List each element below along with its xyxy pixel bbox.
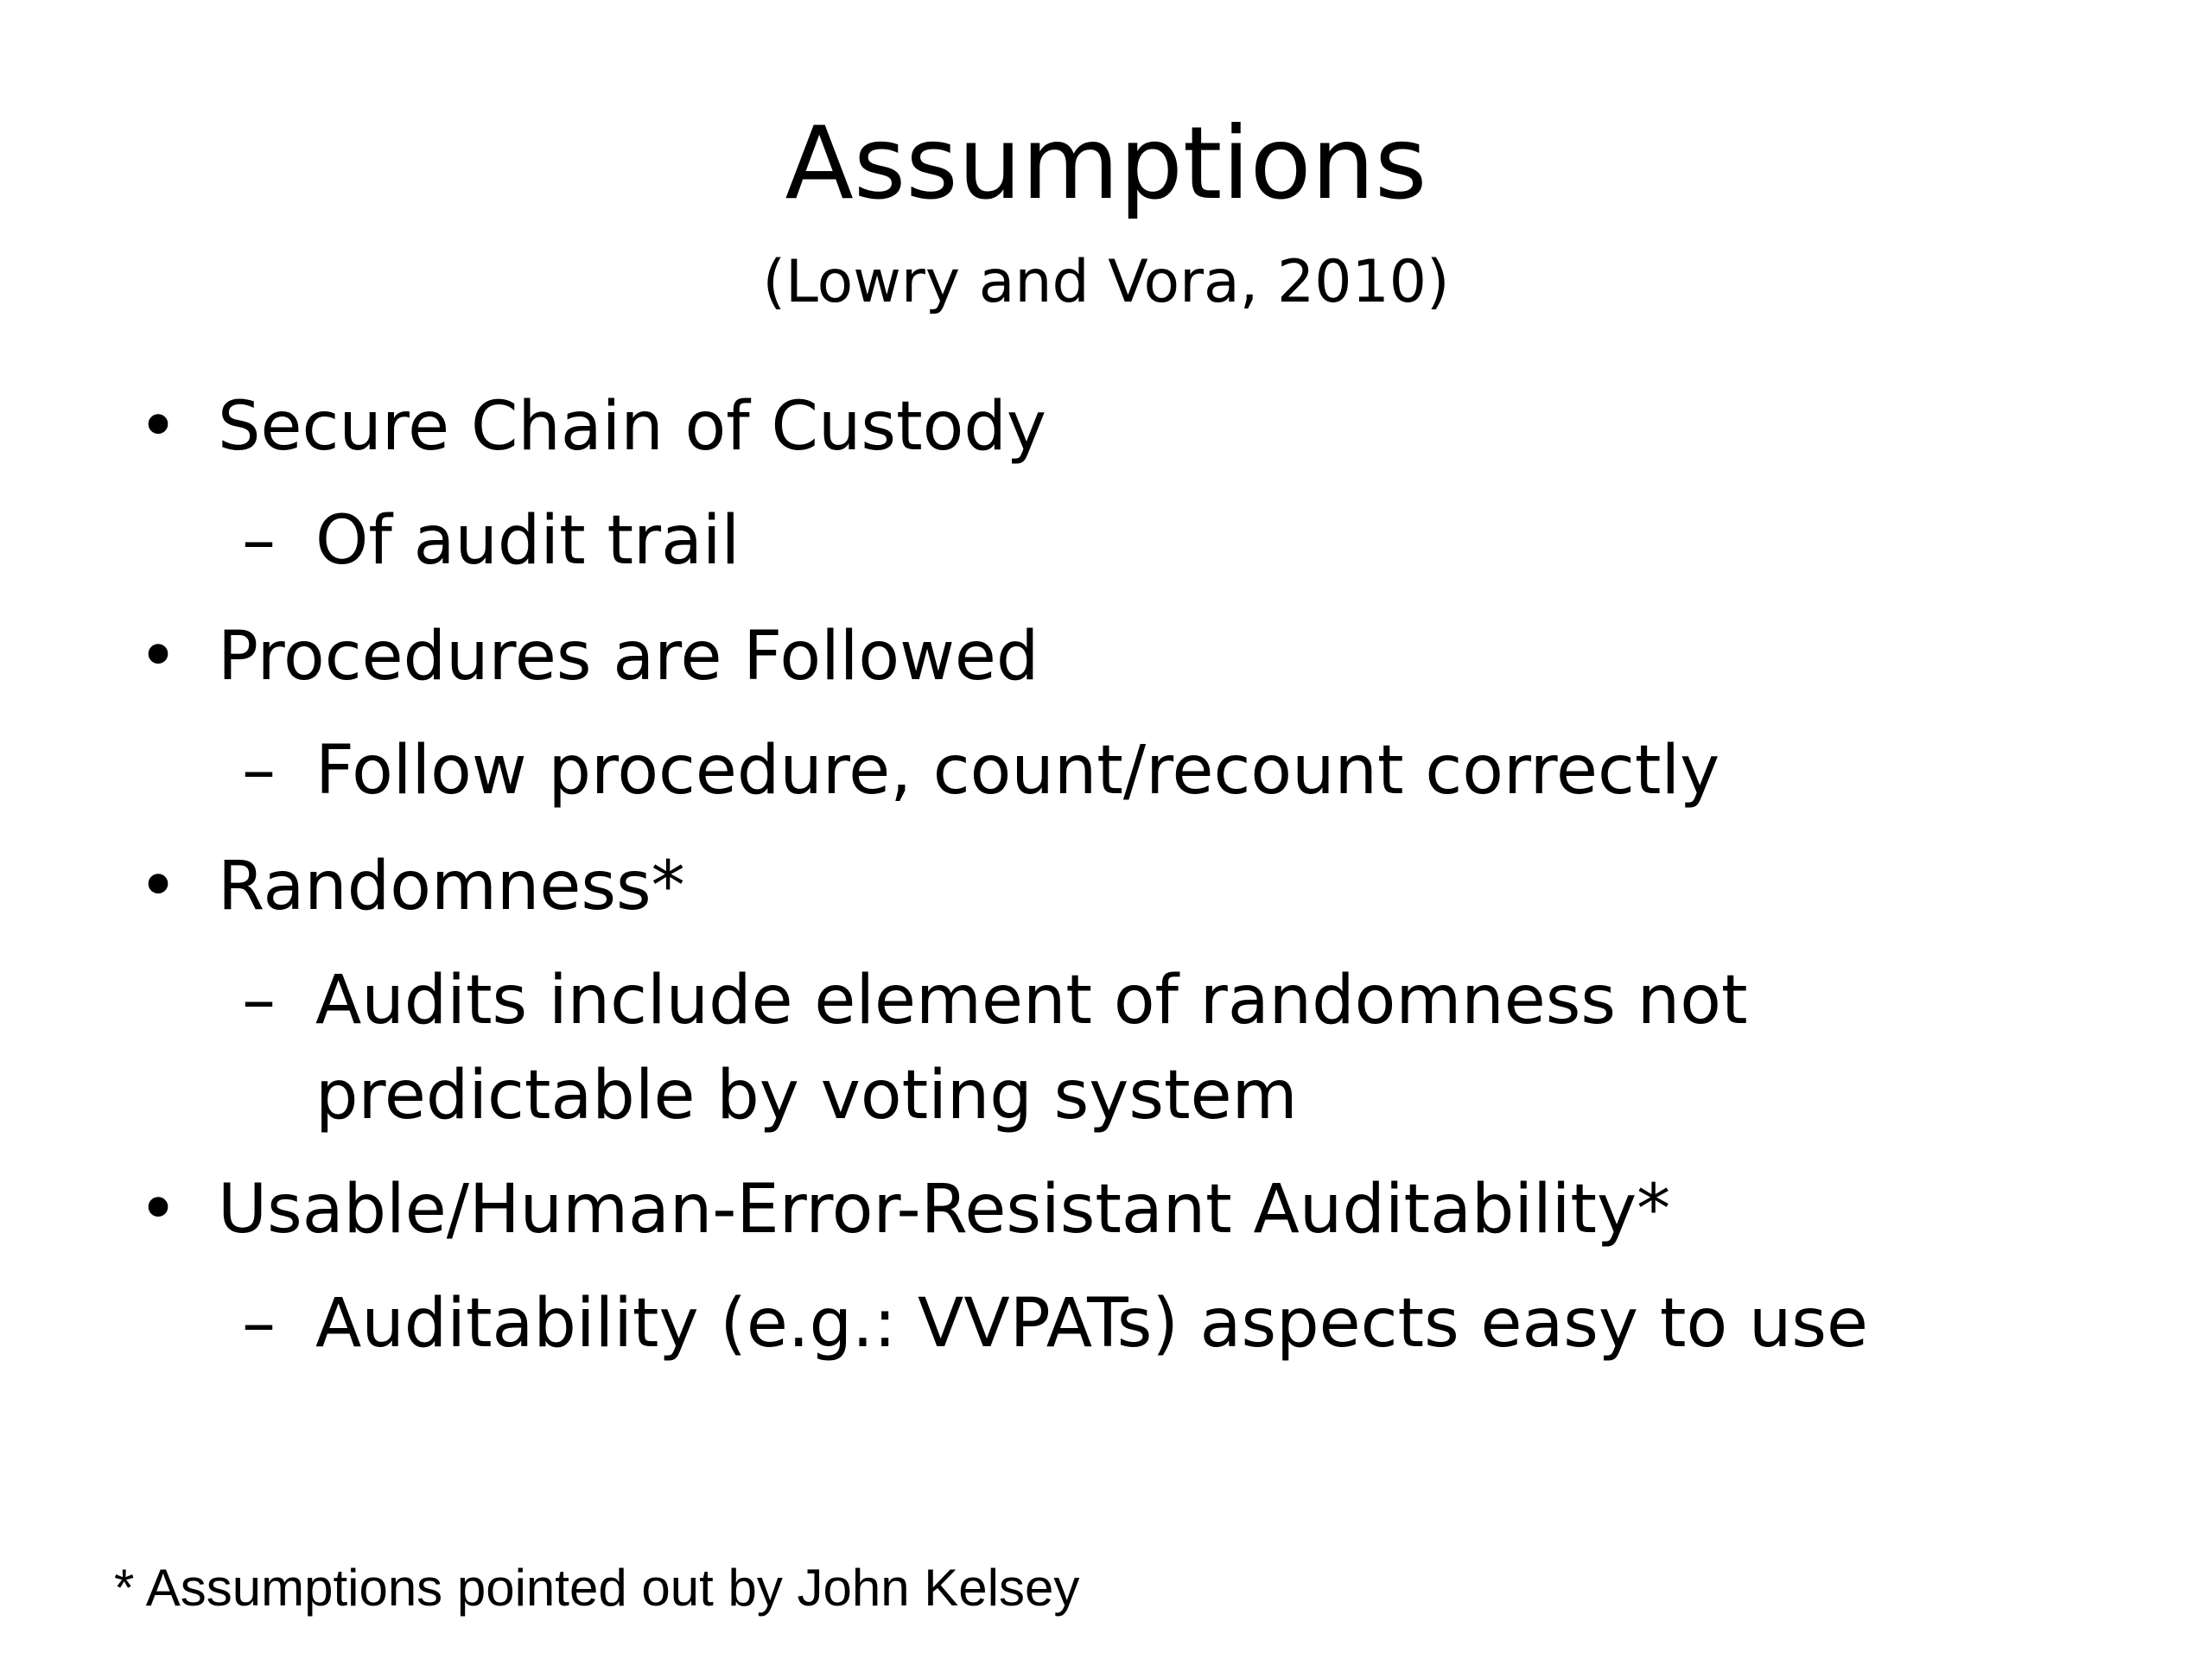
slide-title: Assumptions: [785, 105, 1427, 222]
sub-bullet-marker: –: [242, 502, 276, 580]
bullet-marker: •: [138, 388, 179, 466]
sub-bullet-marker: –: [242, 962, 276, 1039]
sub-bullet-item: [138, 1277, 2126, 1370]
sub-bullet-marker: –: [242, 732, 276, 810]
sub-bullet-text: Follow procedure, count/recount correctly: [315, 732, 1720, 810]
sub-bullet-item: [138, 954, 2126, 1047]
sub-bullet-text: Audits include element of randomness not: [315, 962, 1748, 1039]
bullet-item: [138, 610, 2126, 703]
slide-subtitle: (Lowry and Vora, 2010): [762, 248, 1450, 316]
bullet-marker: •: [138, 618, 179, 696]
sub-bullet-marker: –: [242, 1285, 276, 1363]
bullet-text: Procedures are Followed: [218, 618, 1039, 696]
sub-bullet-item: [138, 724, 2126, 817]
bullet-text: Secure Chain of Custody: [218, 388, 1047, 466]
sub-bullet-continuation: [138, 1049, 2126, 1142]
sub-bullet-text: Auditability (e.g.: VVPATs) aspects easy to use: [315, 1285, 1869, 1363]
bullet-marker: •: [138, 1171, 179, 1249]
footnote: * Assumptions pointed out by John Kelsey: [114, 1559, 1080, 1617]
sub-bullet-item: [138, 494, 2126, 588]
bullet-text: Usable/Human-Error-Resistant Auditability*: [218, 1171, 1671, 1249]
bullet-text: Randomness*: [218, 848, 685, 925]
bullet-marker: •: [138, 848, 179, 925]
bullet-item: [138, 840, 2126, 933]
bullet-item: [138, 380, 2126, 474]
sub-bullet-text: Of audit trail: [315, 502, 741, 580]
bullet-item: [138, 1163, 2126, 1256]
sub-bullet-text: predictable by voting system: [315, 1057, 1298, 1135]
